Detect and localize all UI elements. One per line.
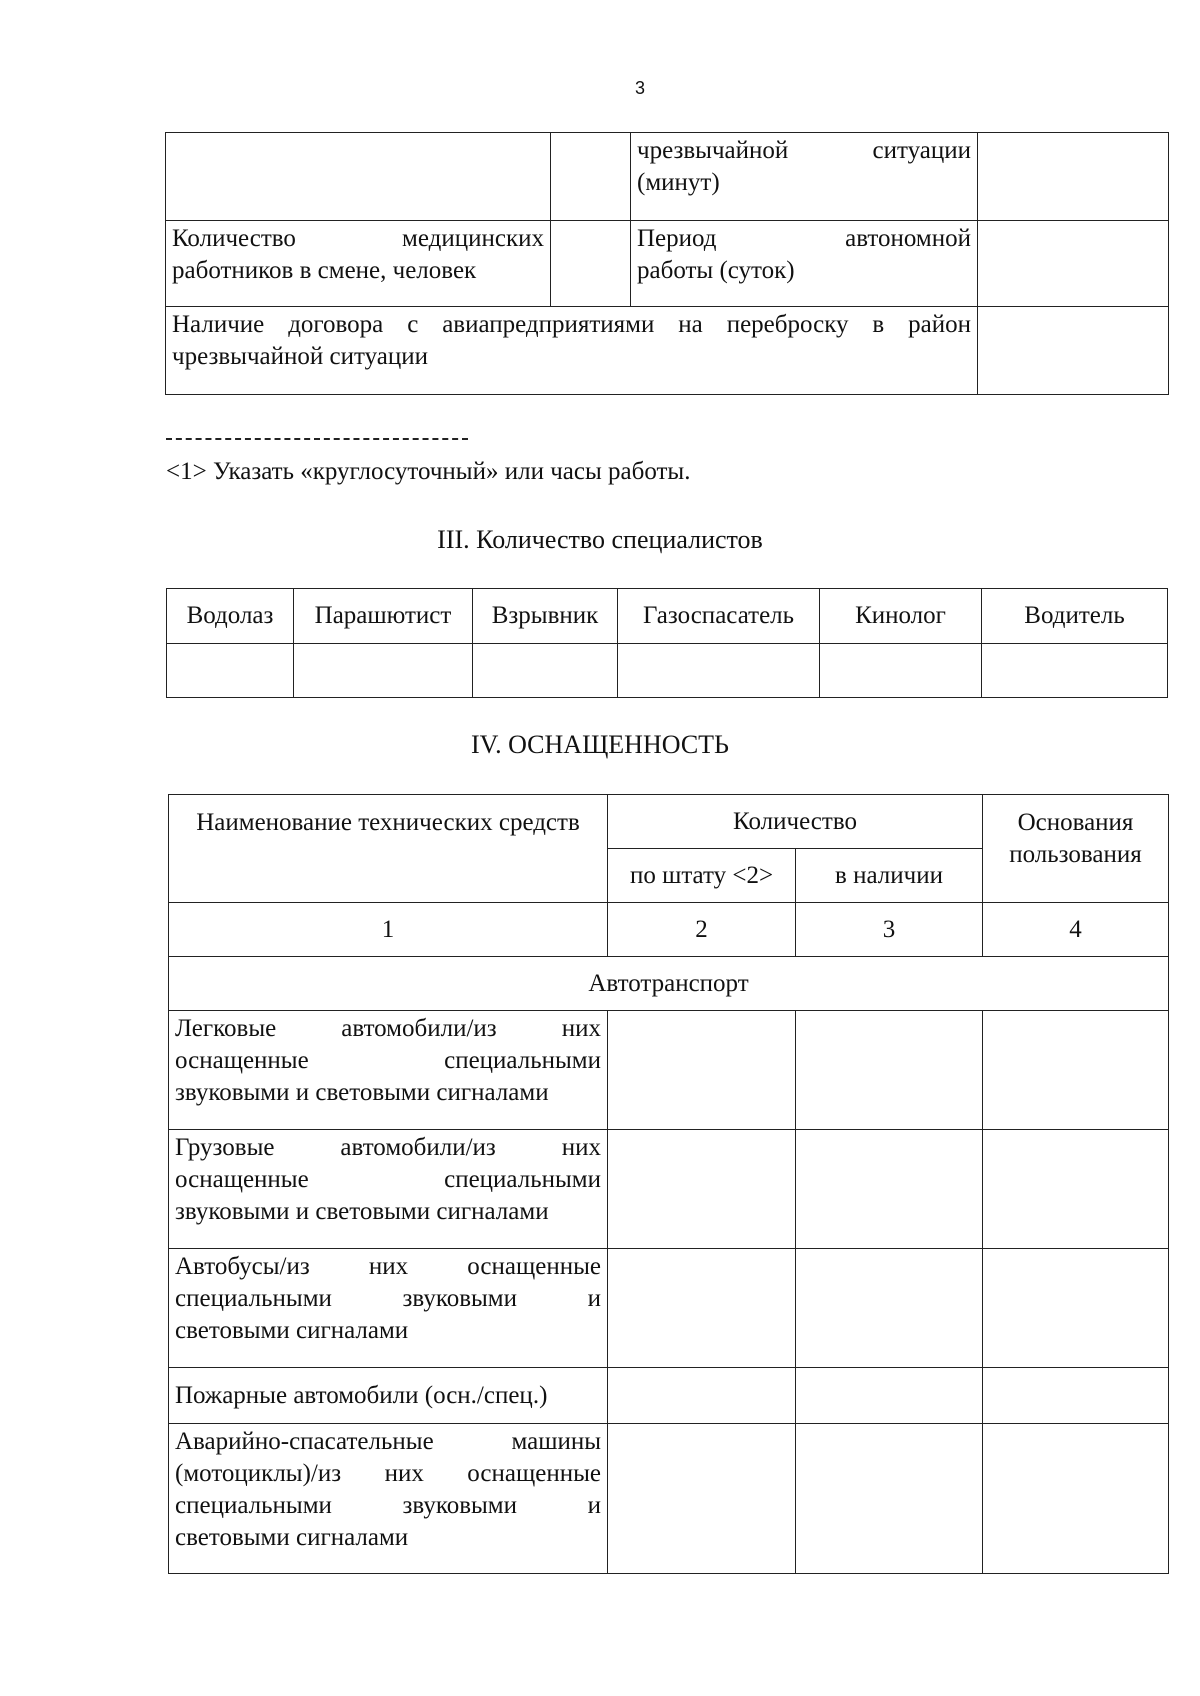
top-table (165, 132, 1169, 395)
autonomous-period-value[interactable] (978, 221, 1169, 307)
specialist-value[interactable] (982, 644, 1168, 698)
specialist-header-diver: Водолаз (167, 589, 294, 644)
col-number-3: 3 (796, 903, 983, 957)
equipment-row-name: Легковые автомобили/из них оснащенные специальными звуковыми и световыми сигналами (169, 1011, 608, 1130)
equipment-cell[interactable] (796, 1368, 983, 1424)
equipment-row-name: Аварийно-спасательные машины (мотоциклы)/из них оснащенные специальными звуковыми и световыми сигналами (169, 1424, 608, 1574)
aviation-contract-label: Наличие договора с авиапредприятиями на переброску в район чрезвычайной ситуации (166, 307, 978, 395)
col-number-1: 1 (169, 903, 608, 957)
top-table-cell-emergency-minutes: чрезвычайной ситуации (минут) (631, 133, 978, 221)
footnote-separator (166, 438, 468, 440)
medical-staff-value[interactable] (551, 221, 631, 307)
autonomous-period-label: Период автономной работы (суток) (631, 221, 978, 307)
equipment-row-name: Пожарные автомобили (осн./спец.) (169, 1368, 608, 1424)
equipment-cell[interactable] (608, 1011, 796, 1130)
equipment-cell[interactable] (983, 1368, 1169, 1424)
section-3-title: III. Количество специалистов (437, 525, 763, 554)
equipment-cell[interactable] (983, 1011, 1169, 1130)
col-header-name: Наименование технических средств (169, 795, 608, 903)
specialist-header-driver: Водитель (982, 589, 1168, 644)
equipment-row-name: Автобусы/из них оснащенные специальными звуковыми и световыми сигналами (169, 1249, 608, 1368)
equipment-cell[interactable] (796, 1249, 983, 1368)
top-table-cell (166, 133, 551, 221)
page-number: 3 (634, 78, 645, 98)
equipment-cell[interactable] (796, 1130, 983, 1249)
section-4-title: IV. ОСНАЩЕННОСТЬ (471, 730, 729, 759)
specialist-header-blaster: Взрывник (473, 589, 618, 644)
specialist-header-gas-rescuer: Газоспасатель (618, 589, 820, 644)
aviation-contract-value[interactable] (978, 307, 1169, 395)
col-header-quantity: Количество (608, 795, 983, 849)
equipment-row-name: Грузовые автомобили/из них оснащенные специальными звуковыми и световыми сигналами (169, 1130, 608, 1249)
specialist-value[interactable] (167, 644, 294, 698)
equipment-cell[interactable] (608, 1130, 796, 1249)
medical-staff-label: Количество медицинских работников в смене, человек (166, 221, 551, 307)
equipment-cell[interactable] (983, 1249, 1169, 1368)
specialist-value[interactable] (618, 644, 820, 698)
footnote-1: <1> Указать «круглосуточный» или часы работы. (166, 458, 691, 485)
specialists-table (166, 588, 1168, 698)
col-header-present: в наличии (796, 849, 983, 903)
equipment-cell[interactable] (608, 1249, 796, 1368)
group-header-autotransport: Автотранспорт (169, 957, 1169, 1011)
specialist-header-parachutist: Парашютист (294, 589, 473, 644)
col-header-basis: Основания пользования (983, 795, 1169, 903)
specialist-value[interactable] (473, 644, 618, 698)
equipment-cell[interactable] (608, 1424, 796, 1574)
equipment-cell[interactable] (983, 1130, 1169, 1249)
col-number-2: 2 (608, 903, 796, 957)
col-number-4: 4 (983, 903, 1169, 957)
equipment-cell[interactable] (983, 1424, 1169, 1574)
top-table-value-cell[interactable] (978, 133, 1169, 221)
specialist-header-dog-handler: Кинолог (820, 589, 982, 644)
specialist-value[interactable] (294, 644, 473, 698)
equipment-cell[interactable] (796, 1424, 983, 1574)
equipment-table (168, 794, 1169, 1574)
specialist-value[interactable] (820, 644, 982, 698)
equipment-cell[interactable] (608, 1368, 796, 1424)
equipment-cell[interactable] (796, 1011, 983, 1130)
col-header-by-staff: по штату <2> (608, 849, 796, 903)
top-table-cell (551, 133, 631, 221)
